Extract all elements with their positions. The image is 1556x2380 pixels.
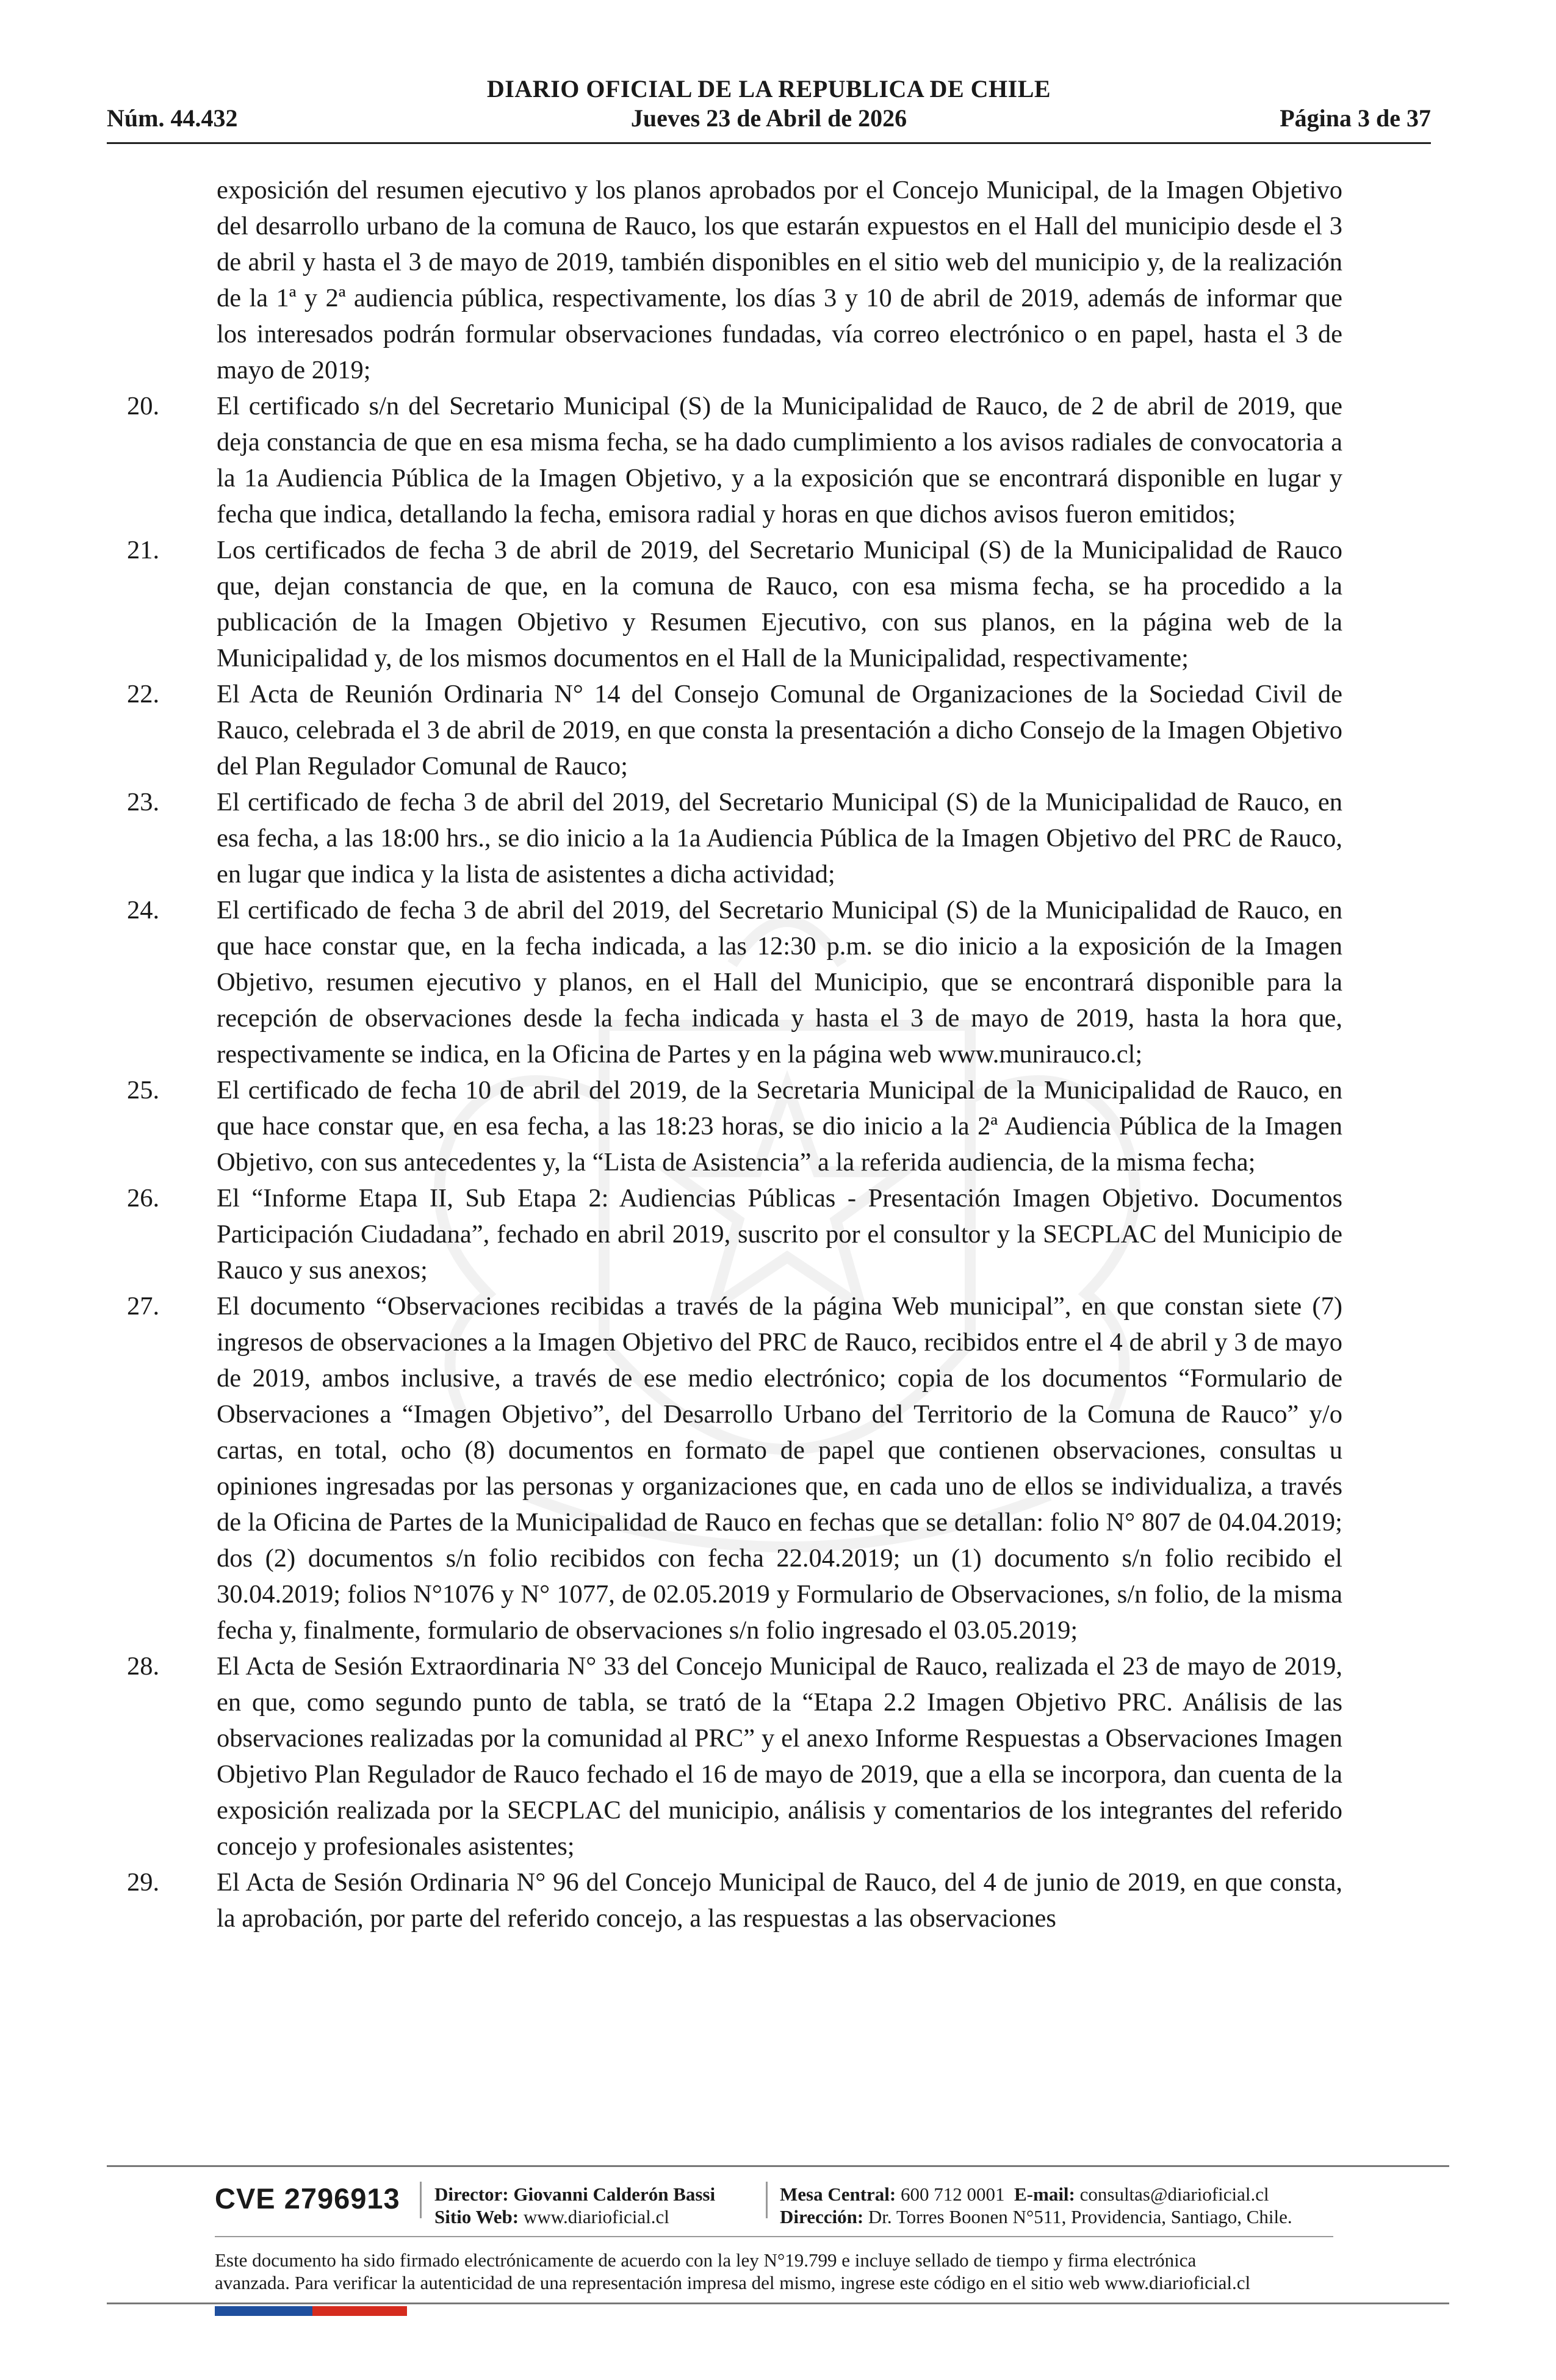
item-number: 22. xyxy=(127,680,160,709)
phone-value: 600 712 0001 xyxy=(901,2183,1005,2205)
list-item xyxy=(127,1180,1342,1288)
list-item xyxy=(127,784,1342,892)
intro-paragraph: exposición del resumen ejecutivo y los planos aprobados por el Concejo Municipal, de la Imagen Objetivo del desarrollo urbano de la comuna de Rauco, los que estarán expuestos en el Hall del municipio desde el 3 de abril y hasta el 3 de mayo de 2019, también disponibles en el sitio web del municipio y, de la realización de la 1ª y 2ª audiencia pública, respectivamente, los días 3 y 10 de abril de 2019, además de informar que los interesados podrán formular observaciones fundadas, vía correo electrónico o en papel, hasta el 3 de mayo de 2019; xyxy=(217,176,1342,384)
document-body xyxy=(127,172,1342,1936)
item-number: 24. xyxy=(127,896,160,925)
flag-stripe-blue xyxy=(215,2306,312,2316)
item-number: 29. xyxy=(127,1868,160,1897)
web-label: Sitio Web: xyxy=(434,2206,519,2227)
item-text: El Acta de Sesión Extraordinaria N° 33 del Concejo Municipal de Rauco, realizada el 23 de mayo de 2019, en que, como segundo punto de tabla, se trató de la “Etapa 2.2 Imagen Objetivo PRC. Análisis de las observaciones realizadas por la comunidad al PRC” y el anexo Informe Respuestas a Observaciones Imagen Objetivo Plan Regulador de Rauco fechado el 16 de mayo de 2019, que a ella se incorpora, dan cuenta de la exposición realizada por la SECPLAC del municipio, análisis y comentarios de los integrantes del referido concejo y profesionales asistentes; xyxy=(217,1652,1342,1861)
publication-date: Jueves 23 de Abril de 2026 xyxy=(630,104,907,132)
item-text: El certificado s/n del Secretario Municipal (S) de la Municipalidad de Rauco, de 2 de abril de 2019, que deja constancia de que en esa misma fecha, se ha dado cumplimiento a los avisos radiales de convocatoria a la 1a Audiencia Pública de la Imagen Objetivo, y a la exposición que se encontrará disponible en lugar y fecha que indica, detallando la fecha, emisora radial y horas en que dichos avisos fueron emitidos; xyxy=(217,392,1342,528)
list-item xyxy=(127,388,1342,532)
page-number: Página 3 de 37 xyxy=(1280,104,1431,132)
item-text: El Acta de Reunión Ordinaria N° 14 del Consejo Comunal de Organizaciones de la Sociedad Civil de Rauco, celebrada el 3 de abril de 2019, en que consta la presentación a dicho Consejo de la Imagen Objetivo del Plan Regulador Comunal de Rauco; xyxy=(217,680,1342,781)
footer-divider-mid xyxy=(215,2236,1333,2237)
item-text: El certificado de fecha 3 de abril del 2019, del Secretario Municipal (S) de la Municipalidad de Rauco, en esa fecha, a las 18:00 hrs., se dio inicio a la 1a Audiencia Pública de la Imagen Objetivo del PRC de Rauco, en lugar que indica y la lista de asistentes a dicha actividad; xyxy=(217,788,1342,889)
item-text: El certificado de fecha 10 de abril del 2019, de la Secretaria Municipal de la Municipalidad de Rauco, en que hace constar que, en esa fecha, a las 18:23 horas, se dio inicio a la 2ª Audiencia Pública de la Imagen Objetivo, con sus antecedentes y, la “Lista de Asistencia” a la referida audiencia, de la misma fecha; xyxy=(217,1076,1342,1177)
director-info xyxy=(434,2183,715,2228)
footer-separator xyxy=(420,2182,422,2218)
item-number: 26. xyxy=(127,1184,160,1213)
item-number: 23. xyxy=(127,788,160,817)
item-number: 20. xyxy=(127,392,160,420)
item-number: 27. xyxy=(127,1292,160,1321)
cve-code: CVE 2796913 xyxy=(215,2182,400,2215)
publication-title: DIARIO OFICIAL DE LA REPUBLICA DE CHILE xyxy=(486,75,1051,103)
item-number: 28. xyxy=(127,1652,160,1681)
header-divider xyxy=(107,142,1431,144)
item-text: Los certificados de fecha 3 de abril de 2019, del Secretario Municipal (S) de la Municipalidad de Rauco que, dejan constancia de que, en la comuna de Rauco, con esa misma fecha, se ha procedido a la publicación de la Imagen Objetivo y Resumen Ejecutivo, con sus planos, en la página web de la Municipalidad y, de los mismos documentos en el Hall de la Municipalidad, respectivamente; xyxy=(217,536,1342,673)
item-number: 21. xyxy=(127,536,160,564)
list-item xyxy=(127,1864,1342,1936)
issue-number: Núm. 44.432 xyxy=(107,104,238,132)
director-name: Giovanni Calderón Bassi xyxy=(513,2183,716,2205)
address-label: Dirección: xyxy=(780,2206,864,2227)
list-item xyxy=(127,1648,1342,1864)
list-item xyxy=(127,1072,1342,1180)
director-label: Director: xyxy=(434,2183,509,2205)
list-item xyxy=(127,1288,1342,1648)
item-text: El “Informe Etapa II, Sub Etapa 2: Audiencias Públicas - Presentación Imagen Objetivo. Documentos Participación Ciudadana”, fechado en abril 2019, suscrito por el consultor y la SECPLAC del Municipio de Rauco y sus anexos; xyxy=(217,1184,1342,1285)
list-item xyxy=(127,676,1342,784)
email-label: E-mail: xyxy=(1014,2183,1075,2205)
list-item xyxy=(127,532,1342,676)
flag-stripe-red xyxy=(312,2306,407,2316)
legal-notice xyxy=(215,2249,1374,2294)
footer-divider-bottom xyxy=(107,2302,1449,2304)
numbered-list xyxy=(127,388,1342,1936)
contact-info xyxy=(780,2183,1292,2228)
item-text: El documento “Observaciones recibidas a través de la página Web municipal”, en que constan siete (7) ingresos de observaciones a la Imagen Objetivo del PRC de Rauco, recibidos entre el 4 de abril y 3 de mayo de 2019, ambos inclusive, a través de ese medio electrónico; copia de los documentos “Formulario de Observaciones a “Imagen Objetivo”, del Desarrollo Urbano del Territorio de la Comuna de Rauco” y/o cartas, en total, ocho (8) documentos en formato de papel que contienen observaciones, consultas u opiniones ingresadas por las personas y organizaciones que, en cada uno de ellos se individualiza, a través de la Oficina de Partes de la Municipalidad de Rauco en fechas que se detallan: folio N° 807 de 04.04.2019; dos (2) documentos s/n folio recibidos con fecha 22.04.2019; un (1) documento s/n folio recibido el 30.04.2019; folios N°1076 y N° 1077, de 02.05.2019 y Formulario de Observaciones, s/n folio, de la misma fecha y, finalmente, formulario de observaciones s/n folio ingresado el 03.05.2019; xyxy=(217,1292,1342,1645)
address-value: Dr. Torres Boonen N°511, Providencia, Santiago, Chile. xyxy=(868,2206,1292,2227)
page-header xyxy=(107,74,1431,148)
list-item xyxy=(127,892,1342,1072)
legal-line-1: Este documento ha sido firmado electrónicamente de acuerdo con la ley N°19.799 e incluye sellado de tiempo y firma electrónica xyxy=(215,2249,1197,2271)
legal-line-2: avanzada. Para verificar la autenticidad de una representación impresa del mismo, ingrese este código en el sitio web www.diarioficial.cl xyxy=(215,2272,1251,2293)
web-link[interactable]: www.diarioficial.cl xyxy=(523,2206,669,2227)
item-number: 25. xyxy=(127,1076,160,1105)
item-text: El Acta de Sesión Ordinaria N° 96 del Concejo Municipal de Rauco, del 4 de junio de 2019, en que consta, la aprobación, por parte del referido concejo, a las respuestas a las observaciones xyxy=(217,1868,1342,1933)
phone-label: Mesa Central: xyxy=(780,2183,896,2205)
email-link[interactable]: consultas@diarioficial.cl xyxy=(1079,2183,1269,2205)
footer-divider-top xyxy=(107,2165,1449,2167)
item-text: El certificado de fecha 3 de abril del 2019, del Secretario Municipal (S) de la Municipalidad de Rauco, en que hace constar que, en la fecha indicada, a las 12:30 p.m. se dio inicio a la exposición de la Imagen Objetivo, resumen ejecutivo y planos, en el Hall del Municipio, que se encontrará disponible para la recepción de observaciones desde la fecha indicada y hasta el 3 de mayo de 2019, hasta la hora que, respectivamente se indica, en la Oficina de Partes y en la página web www.munirauco.cl; xyxy=(217,896,1342,1069)
footer-separator xyxy=(766,2182,768,2218)
